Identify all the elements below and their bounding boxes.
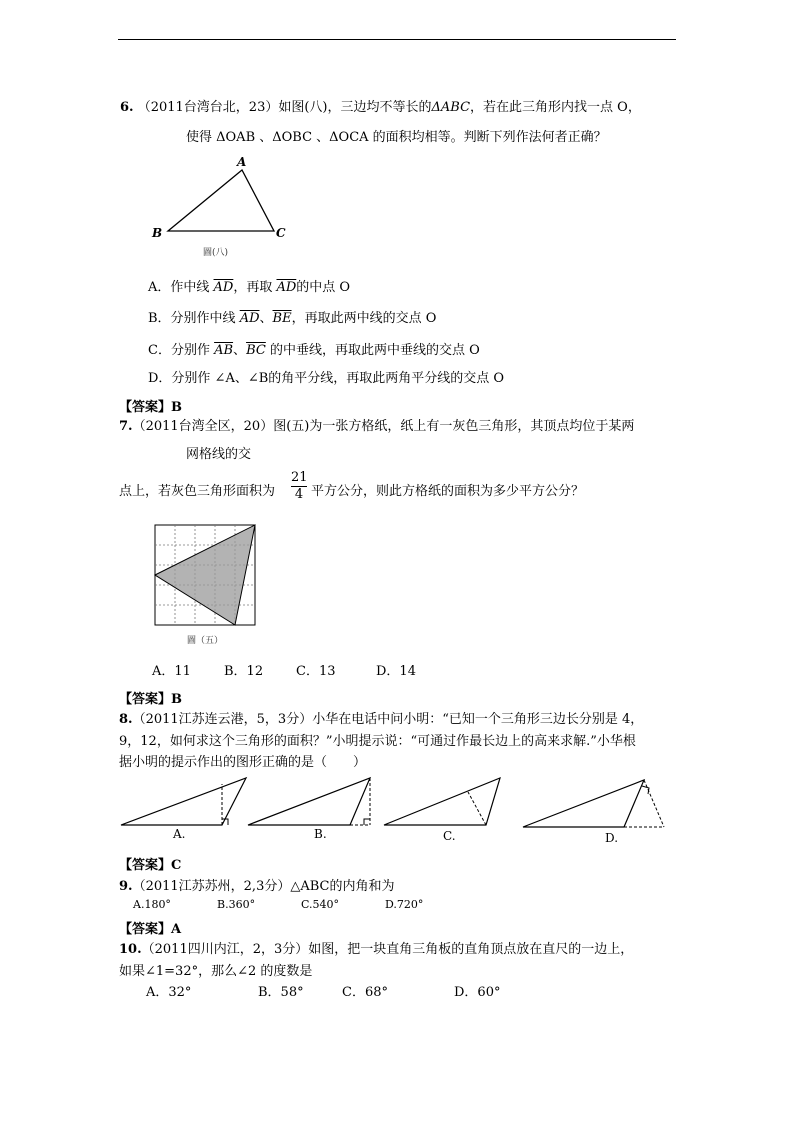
q6-stem-line1	[120, 96, 641, 115]
triangle-abc	[168, 170, 274, 231]
q6-option-a-mid: ，再取	[233, 280, 277, 295]
q6-option-b-pre: B．分别作中线	[148, 311, 240, 326]
q10-option-c: C．68°	[342, 985, 388, 1000]
q8-stem-line3: 据小明的提示作出的图形正确的是（ ）	[119, 755, 367, 770]
q8-figures	[118, 772, 678, 852]
segment-ad-2: $\overline{AD}$	[276, 280, 297, 295]
q8-figure-c	[384, 778, 500, 843]
q6-option-a	[148, 276, 350, 295]
q10-option-d: D．60°	[454, 985, 501, 1000]
q6-option-c-sep: 、	[233, 343, 247, 358]
q8-figure-a	[121, 778, 246, 841]
q8-stem-text: （2011江苏连云港，5，3分）小华在电话中问小明：“已知一个三角形三边长分别是 4，	[132, 712, 644, 727]
q9-number: 9.	[119, 879, 133, 894]
q7-option-a: A．11	[152, 664, 191, 679]
q8-label-d: D.	[605, 831, 619, 845]
segment-ad: $\overline{AD}$	[239, 311, 260, 326]
q10-option-a: A．32°	[146, 985, 192, 1000]
q6-answer: 【答案】B	[119, 400, 182, 415]
q7-stem-pre: 点上，若灰色三角形面积为	[119, 484, 276, 499]
q10-stem-line2: 如果∠1=32°，那么∠2 的度数是	[119, 964, 313, 979]
q8-stem-line2: 9，12，如何求这个三角形的面积？”小明提示说：“可通过作最长边上的高来求解.”小华根	[119, 734, 636, 749]
q9-option-b: B.360°	[217, 898, 256, 911]
vertex-c-label: C	[276, 226, 286, 240]
q6-option-b-post: ，再取此两中线的交点 O	[291, 311, 437, 326]
q6-option-d: D．分别作 ∠A、∠B的角平分线，再取此两角平分线的交点 O	[148, 371, 505, 386]
q7-figure-caption: 圖（五）	[187, 636, 224, 646]
q6-stem-pre: （2011台湾台北，23）如图(八)，三边均不等长的	[137, 100, 432, 115]
q9-option-c: C.540°	[301, 898, 340, 911]
q6-number: 6.	[120, 100, 134, 115]
q10-option-b: B．58°	[258, 985, 304, 1000]
vertex-a-label: A	[237, 155, 247, 169]
q6-stem-post: ，若在此三角形内找一点 O，	[470, 100, 641, 115]
header-rule	[118, 39, 676, 40]
fraction	[291, 470, 307, 503]
q6-option-c-post: 的中垂线，再取此两中垂线的交点 O	[265, 343, 480, 358]
q7-answer: 【答案】B	[119, 692, 182, 707]
q7-option-d: D．14	[376, 664, 416, 679]
segment-ab: $\overline{AB}$	[214, 343, 234, 358]
q7-number: 7.	[119, 419, 133, 434]
q8-label-a: A.	[173, 827, 186, 841]
q7-grid-figure	[150, 520, 265, 650]
q8-stem-line1	[119, 708, 643, 727]
segment-ad: $\overline{AD}$	[213, 280, 234, 295]
q10-number: 10.	[119, 942, 142, 957]
q6-option-b-sep: 、	[259, 311, 273, 326]
q7-stem-post: 平方公分，则此方格纸的面积为多少平方公分？	[311, 484, 585, 499]
q7-option-b: B．12	[224, 664, 264, 679]
q7-stem-line1	[119, 415, 634, 434]
q7-option-c: C．13	[296, 664, 336, 679]
q6-option-c	[148, 339, 480, 358]
q6-triangle-figure	[148, 155, 298, 260]
q9-option-a: A.180°	[133, 898, 171, 911]
q7-stem-line2: 网格线的交	[186, 447, 252, 462]
q10-stem-line1	[119, 938, 633, 957]
q8-number: 8.	[119, 712, 133, 727]
q6-figure-caption: 圖(八)	[203, 248, 229, 258]
vertex-b-label: B	[152, 226, 163, 240]
segment-be: $\overline{BE}$	[272, 311, 292, 326]
q9-stem-text: （2011江苏苏州，2,3分）△ABC的内角和为	[132, 879, 395, 894]
q8-figure-d	[523, 780, 664, 845]
q6-option-a-post: 的中点 O	[296, 280, 351, 295]
fraction-denominator: 4	[294, 487, 304, 502]
q8-label-b: B.	[314, 827, 327, 841]
q7-stem-text: （2011台湾全区，20）图(五)为一张方格纸，纸上有一灰色三角形，其顶点均位于某两	[132, 419, 635, 434]
q6-triangle: ΔABC	[431, 100, 471, 115]
q10-stem-text: （2011四川内江，2，3分）如图，把一块直角三角板的直角顶点放在直尺的一边上，	[141, 942, 634, 957]
fraction-numerator: 21	[291, 470, 308, 485]
q9-answer: 【答案】A	[119, 922, 182, 937]
q6-option-a-pre: A．作中线	[148, 280, 214, 295]
q9-stem-line1	[119, 875, 394, 894]
q8-answer: 【答案】C	[119, 858, 182, 873]
q8-figure-b	[248, 778, 370, 841]
q6-option-c-pre: C．分别作	[148, 343, 215, 358]
segment-bc: $\overline{BC}$	[246, 343, 266, 358]
q8-label-c: C.	[443, 829, 456, 843]
q9-option-d: D.720°	[385, 898, 424, 911]
q6-stem-line2: 使得 ΔOAB 、ΔOBC 、ΔOCA 的面积均相等。判断下列作法何者正确？	[186, 130, 607, 145]
gray-triangle	[155, 525, 255, 625]
q6-option-b	[148, 307, 436, 326]
